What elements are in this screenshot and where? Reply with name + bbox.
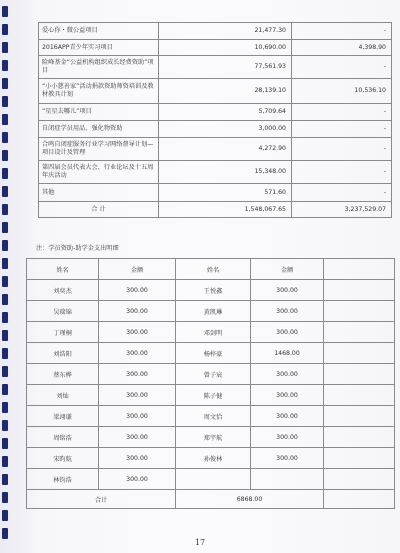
expense-amount-1: 5,709.64 xyxy=(159,104,292,121)
header-name-1: 姓名 xyxy=(27,259,99,280)
aid-amount-1: 300.00 xyxy=(99,406,176,427)
binding-hole xyxy=(2,150,8,161)
student-name-1: 丁瑾桐 xyxy=(27,322,99,343)
expense-row xyxy=(39,121,392,138)
aid-amount-1: 300.00 xyxy=(99,364,176,385)
expense-amount-1: 28,139.10 xyxy=(159,79,292,104)
expense-row xyxy=(39,79,392,104)
expense-amount-2: 4,398.90 xyxy=(292,40,392,56)
binding-hole xyxy=(2,6,8,17)
expense-amount-2: - xyxy=(292,184,392,202)
aid-row xyxy=(27,448,395,469)
student-name-1: 刘奕杰 xyxy=(27,280,99,301)
aid-row xyxy=(27,301,395,322)
expense-item-name: 2016APP青少年实习项目 xyxy=(39,40,159,56)
aid-amount-2: 300.00 xyxy=(251,427,324,448)
expense-amount-1: 77,561.93 xyxy=(159,56,292,79)
expense-item-name: 险峰基金“公益机构组织成长经费资助”项目 xyxy=(39,56,159,79)
aid-total-row xyxy=(27,490,395,509)
binding-hole xyxy=(2,168,8,179)
student-aid-table xyxy=(26,258,395,509)
expense-amount-1: 571.60 xyxy=(159,184,292,202)
expense-table xyxy=(38,22,392,218)
aid-amount-2: 300.00 xyxy=(251,280,324,301)
student-name-1: 林钧浩 xyxy=(27,469,99,490)
expense-total-label: 合 计 xyxy=(39,202,159,218)
aid-amount-2: 300.00 xyxy=(251,448,324,469)
binding-hole xyxy=(2,114,8,125)
aid-amount-1: 300.00 xyxy=(99,427,176,448)
aid-row xyxy=(27,469,395,490)
binding-hole xyxy=(2,204,8,215)
aid-empty-cell xyxy=(324,448,395,469)
header-amount-2: 金额 xyxy=(251,259,324,280)
aid-total-amount: 6868.00 xyxy=(176,490,324,509)
aid-row xyxy=(27,322,395,343)
aid-amount-1: 300.00 xyxy=(99,343,176,364)
student-name-2: 王悦鑫 xyxy=(176,280,251,301)
aid-amount-2: 300.00 xyxy=(251,301,324,322)
aid-total-empty-cell xyxy=(324,490,395,509)
aid-amount-1: 300.00 xyxy=(99,448,176,469)
aid-amount-1: 300.00 xyxy=(99,385,176,406)
aid-note-heading: 注：学员资助-助学金支出明细 xyxy=(36,245,119,252)
binding-strip xyxy=(0,0,12,553)
aid-row xyxy=(27,364,395,385)
binding-hole xyxy=(2,312,8,323)
binding-hole xyxy=(2,492,8,503)
aid-amount-1: 300.00 xyxy=(99,301,176,322)
binding-hole xyxy=(2,60,8,71)
aid-amount-2 xyxy=(251,469,324,490)
expense-item-name: 合鸣自闭症服务行业学习网络督导计划—项目设计及管理 xyxy=(39,138,159,161)
expense-row xyxy=(39,23,392,40)
aid-empty-cell xyxy=(324,406,395,427)
expense-total-amount-1: 1,548,067.65 xyxy=(159,202,292,218)
page-number: 17 xyxy=(194,538,206,547)
aid-amount-2: 300.00 xyxy=(251,385,324,406)
student-name-1: 刘灿 xyxy=(27,385,99,406)
expense-amount-1: 15,348.00 xyxy=(159,161,292,184)
aid-amount-1: 300.00 xyxy=(99,322,176,343)
binding-hole xyxy=(2,456,8,467)
student-name-2: 周文恰 xyxy=(176,406,251,427)
binding-hole xyxy=(2,294,8,305)
expense-item-name: 爱心你・微公益项目 xyxy=(39,23,159,40)
aid-row xyxy=(27,280,395,301)
expense-row xyxy=(39,184,392,202)
student-name-2: 陈子健 xyxy=(176,385,251,406)
binding-hole xyxy=(2,132,8,143)
aid-empty-cell xyxy=(324,301,395,322)
expense-amount-1: 21,477.30 xyxy=(159,23,292,40)
binding-hole xyxy=(2,384,8,395)
student-name-2: 邓剑明 xyxy=(176,322,251,343)
student-name-1: 周铭浩 xyxy=(27,427,99,448)
student-name-2: 孙俊林 xyxy=(176,448,251,469)
student-name-1: 宋昀航 xyxy=(27,448,99,469)
expense-item-name: 第四届会员代表大会、行业论坛及十五周年庆活动 xyxy=(39,161,159,184)
binding-hole xyxy=(2,510,8,521)
aid-empty-cell xyxy=(324,322,395,343)
binding-hole xyxy=(2,258,8,269)
student-name-1: 刘浩阳 xyxy=(27,343,99,364)
binding-hole xyxy=(2,240,8,251)
binding-hole xyxy=(2,96,8,107)
expense-amount-2: - xyxy=(292,23,392,40)
aid-empty-cell xyxy=(324,385,395,406)
aid-empty-cell xyxy=(324,469,395,490)
expense-item-name: “小小慈善家”活动捐款资助师资培训及教材教具计划 xyxy=(39,79,159,104)
binding-hole xyxy=(2,366,8,377)
aid-empty-cell xyxy=(324,280,395,301)
expense-row xyxy=(39,40,392,56)
expense-amount-2: - xyxy=(292,161,392,184)
expense-row xyxy=(39,138,392,161)
binding-hole xyxy=(2,42,8,53)
aid-amount-1: 300.00 xyxy=(99,280,176,301)
expense-amount-2: 10,536.10 xyxy=(292,79,392,104)
aid-empty-cell xyxy=(324,427,395,448)
expense-row xyxy=(39,104,392,121)
student-name-2 xyxy=(176,469,251,490)
student-name-2: 曾子宸 xyxy=(176,364,251,385)
binding-hole xyxy=(2,186,8,197)
expense-item-name: 其他 xyxy=(39,184,159,202)
expense-item-name: 自闭症学员用品、强化物资助 xyxy=(39,121,159,138)
aid-table-header-row xyxy=(27,259,395,280)
expense-amount-1: 10,690.00 xyxy=(159,40,292,56)
expense-row xyxy=(39,161,392,184)
binding-hole xyxy=(2,78,8,89)
aid-row xyxy=(27,385,395,406)
binding-hole xyxy=(2,438,8,449)
binding-hole xyxy=(2,348,8,359)
student-name-2: 郑宇航 xyxy=(176,427,251,448)
student-name-2: 杨梓豪 xyxy=(176,343,251,364)
binding-hole xyxy=(2,474,8,485)
aid-amount-1: 300.00 xyxy=(99,469,176,490)
aid-amount-2: 300.00 xyxy=(251,364,324,385)
aid-amount-2: 1468.00 xyxy=(251,343,324,364)
student-name-1: 吴瑞锦 xyxy=(27,301,99,322)
aid-empty-cell xyxy=(324,364,395,385)
expense-amount-1: 4,272.90 xyxy=(159,138,292,161)
aid-amount-2: 300.00 xyxy=(251,406,324,427)
binding-hole xyxy=(2,330,8,341)
aid-row xyxy=(27,406,395,427)
expense-total-row xyxy=(39,202,392,218)
student-name-1: 蔡东桦 xyxy=(27,364,99,385)
student-name-1: 梁翊谦 xyxy=(27,406,99,427)
aid-total-label: 合计 xyxy=(27,490,176,509)
expense-amount-2: - xyxy=(292,104,392,121)
expense-amount-1: 3,000.00 xyxy=(159,121,292,138)
expense-amount-2: - xyxy=(292,138,392,161)
header-amount-1: 金额 xyxy=(99,259,176,280)
binding-hole xyxy=(2,420,8,431)
aid-row xyxy=(27,427,395,448)
binding-hole xyxy=(2,222,8,233)
expense-row xyxy=(39,56,392,79)
expense-amount-2: - xyxy=(292,121,392,138)
aid-amount-2: 300.00 xyxy=(251,322,324,343)
aid-empty-cell xyxy=(324,343,395,364)
student-name-2: 黄凯琳 xyxy=(176,301,251,322)
expense-amount-2: - xyxy=(292,56,392,79)
header-empty-cell xyxy=(324,259,395,280)
expense-total-amount-2: 3,237,529.07 xyxy=(292,202,392,218)
binding-hole xyxy=(2,24,8,35)
expense-item-name: “星星去哪儿”项目 xyxy=(39,104,159,121)
aid-row xyxy=(27,343,395,364)
binding-hole xyxy=(2,276,8,287)
binding-hole xyxy=(2,402,8,413)
header-name-2: 姓名 xyxy=(176,259,251,280)
